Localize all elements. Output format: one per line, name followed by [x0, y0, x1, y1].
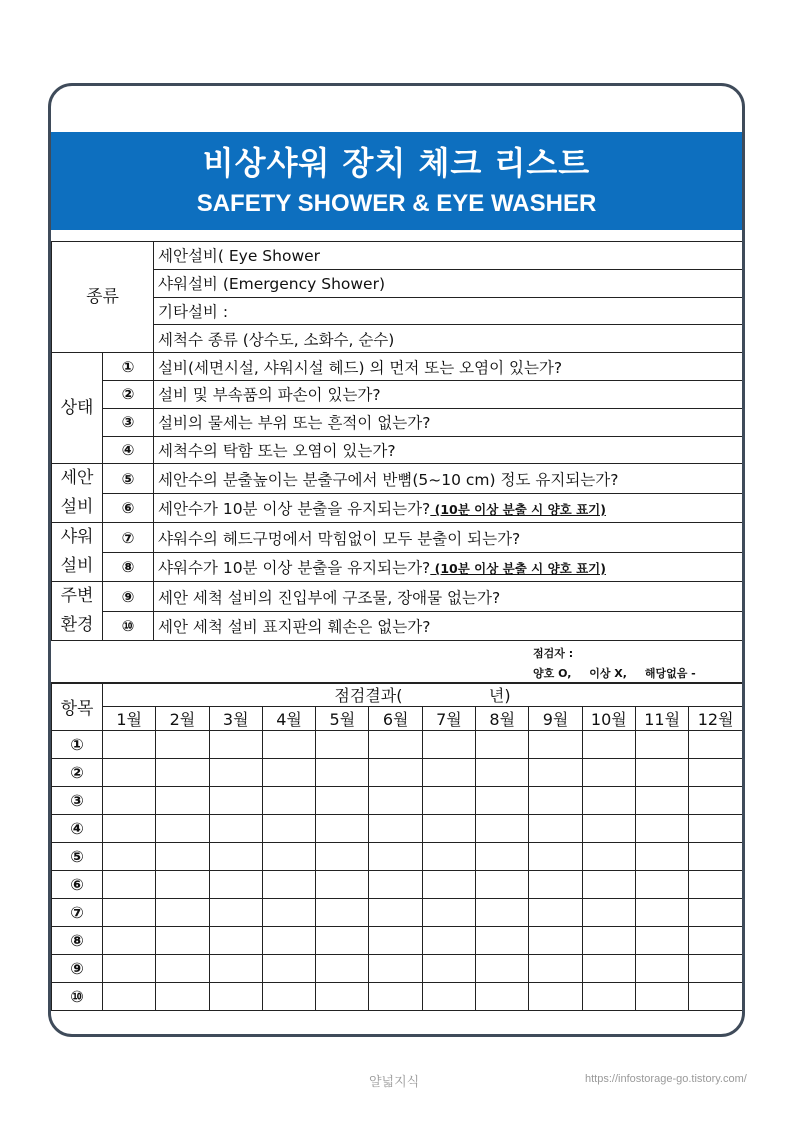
result-cell[interactable] [582, 815, 635, 843]
result-cell[interactable] [582, 759, 635, 787]
table-row [52, 843, 743, 871]
result-cell[interactable] [316, 983, 369, 1011]
result-cell[interactable] [156, 899, 209, 927]
result-cell[interactable] [529, 731, 582, 759]
table-row [52, 787, 743, 815]
legend-na: 해당없음 - [644, 667, 696, 680]
result-cell[interactable] [316, 787, 369, 815]
result-cell[interactable] [262, 983, 315, 1011]
result-cell[interactable] [476, 815, 529, 843]
result-cell[interactable] [103, 955, 156, 983]
row-number: ① [52, 731, 103, 759]
result-cell[interactable] [103, 759, 156, 787]
check-text: 세안 세척 설비 표지판의 훼손은 없는가? [154, 611, 743, 641]
result-cell[interactable] [103, 843, 156, 871]
result-cell[interactable] [369, 983, 422, 1011]
legend-good: 양호 O, [533, 667, 572, 680]
check-text: 세안수가 10분 이상 분출을 유지되는가? [158, 500, 431, 519]
result-cell[interactable] [529, 815, 582, 843]
result-cell[interactable] [582, 731, 635, 759]
result-cell[interactable] [476, 871, 529, 899]
check-text: 설비 및 부속품의 파손이 있는가? [154, 380, 743, 408]
category-shower-line1: 샤워 [60, 527, 94, 548]
result-cell[interactable] [316, 955, 369, 983]
result-cell[interactable] [156, 731, 209, 759]
result-cell[interactable] [635, 843, 688, 871]
month-header: 5월 [316, 707, 369, 731]
result-cell[interactable] [103, 983, 156, 1011]
result-cell[interactable] [635, 815, 688, 843]
result-legend [533, 665, 710, 681]
result-cell[interactable] [529, 983, 582, 1011]
result-cell[interactable] [422, 759, 475, 787]
table-row [52, 871, 743, 899]
title-english: SAFETY SHOWER & EYE WASHER [196, 190, 597, 217]
result-cell[interactable] [156, 787, 209, 815]
row-number: ⑥ [52, 871, 103, 899]
result-cell[interactable] [476, 899, 529, 927]
result-cell[interactable] [476, 787, 529, 815]
result-cell[interactable] [422, 927, 475, 955]
check-number: ⑨ [103, 582, 154, 612]
check-note: (10분 이상 분출 시 양호 표기) [430, 561, 606, 577]
table-row [52, 927, 743, 955]
month-header: 11월 [635, 707, 688, 731]
check-cell [154, 493, 743, 523]
check-number: ⑤ [103, 464, 154, 494]
footer-url: https://infostorage-go.tistory.com/ [585, 1073, 747, 1085]
result-cell[interactable] [582, 927, 635, 955]
table-row [52, 955, 743, 983]
check-number: ① [103, 353, 154, 381]
result-cell[interactable] [316, 759, 369, 787]
result-cell[interactable] [529, 927, 582, 955]
row-number: ⑨ [52, 955, 103, 983]
result-cell[interactable] [262, 759, 315, 787]
results-header: 점검결과( 년) [103, 683, 743, 707]
result-cell[interactable] [369, 815, 422, 843]
result-cell[interactable] [156, 815, 209, 843]
type-item: 기타설비 : [154, 297, 743, 325]
result-cell[interactable] [316, 731, 369, 759]
check-text: 세안수의 분출높이는 분출구에서 반뼘(5~10 cm) 정도 유지되는가? [154, 464, 743, 494]
result-cell[interactable] [209, 955, 262, 983]
result-cell[interactable] [103, 899, 156, 927]
result-cell[interactable] [103, 871, 156, 899]
check-number: ⑥ [103, 493, 154, 523]
month-header: 1월 [103, 707, 156, 731]
result-cell[interactable] [635, 871, 688, 899]
result-cell[interactable] [582, 955, 635, 983]
result-cell[interactable] [369, 787, 422, 815]
result-cell[interactable] [103, 731, 156, 759]
result-cell[interactable] [476, 843, 529, 871]
result-cell[interactable] [369, 843, 422, 871]
result-cell[interactable] [689, 983, 743, 1011]
result-cell[interactable] [156, 983, 209, 1011]
result-cell[interactable] [209, 731, 262, 759]
result-cell[interactable] [262, 955, 315, 983]
table-row [52, 899, 743, 927]
check-number: ② [103, 380, 154, 408]
result-cell[interactable] [209, 787, 262, 815]
result-cell[interactable] [262, 843, 315, 871]
result-cell[interactable] [635, 983, 688, 1011]
result-cell[interactable] [635, 787, 688, 815]
category-eyewash-line2: 설비 [60, 497, 94, 518]
check-text: 세안 세척 설비의 진입부에 구조물, 장애물 없는가? [154, 582, 743, 612]
check-number: ⑦ [103, 523, 154, 553]
result-cell[interactable] [422, 983, 475, 1011]
category-eyewash [52, 464, 103, 523]
result-cell[interactable] [689, 955, 743, 983]
result-cell[interactable] [369, 759, 422, 787]
category-env-line1: 주변 [60, 586, 94, 607]
type-item: 세안설비( Eye Shower [154, 242, 743, 270]
month-header: 9월 [529, 707, 582, 731]
result-cell[interactable] [422, 843, 475, 871]
result-cell[interactable] [529, 843, 582, 871]
result-cell[interactable] [156, 843, 209, 871]
result-cell[interactable] [103, 787, 156, 815]
result-cell[interactable] [209, 899, 262, 927]
result-cell[interactable] [476, 731, 529, 759]
type-item: 세척수 종류 (상수도, 소화수, 순수) [154, 325, 743, 353]
legend-bad: 이상 X, [589, 667, 627, 680]
result-cell[interactable] [369, 955, 422, 983]
result-cell[interactable] [635, 731, 688, 759]
result-cell[interactable] [209, 983, 262, 1011]
footer-watermark: 얄넓지식 [369, 1075, 420, 1090]
result-cell[interactable] [103, 815, 156, 843]
category-env-line2: 환경 [60, 615, 94, 636]
result-cell[interactable] [689, 731, 743, 759]
type-item: 샤워설비 (Emergency Shower) [154, 269, 743, 297]
result-cell[interactable] [209, 843, 262, 871]
result-cell[interactable] [689, 759, 743, 787]
result-cell[interactable] [209, 927, 262, 955]
result-cell[interactable] [422, 787, 475, 815]
category-shower [52, 523, 103, 582]
checklist-frame [48, 83, 745, 1037]
inspector-info [51, 635, 742, 684]
result-cell[interactable] [316, 899, 369, 927]
table-row [52, 983, 743, 1011]
result-cell[interactable] [103, 927, 156, 955]
result-cell[interactable] [689, 927, 743, 955]
result-cell[interactable] [156, 927, 209, 955]
result-cell[interactable] [422, 955, 475, 983]
result-cell[interactable] [635, 899, 688, 927]
result-cell[interactable] [422, 731, 475, 759]
month-header: 12월 [689, 707, 743, 731]
result-cell[interactable] [635, 927, 688, 955]
type-label: 종류 [52, 242, 154, 353]
month-header: 6월 [369, 707, 422, 731]
result-cell[interactable] [422, 899, 475, 927]
result-cell[interactable] [316, 927, 369, 955]
check-number: ④ [103, 436, 154, 464]
result-cell[interactable] [476, 983, 529, 1011]
category-state: 상태 [52, 353, 103, 464]
result-cell[interactable] [369, 731, 422, 759]
title-korean: 비상샤워 장치 체크 리스트 [202, 144, 591, 182]
result-cell[interactable] [316, 871, 369, 899]
check-text: 설비(세면시설, 샤워시설 헤드) 의 먼저 또는 오염이 있는가? [154, 353, 743, 381]
row-number: ⑦ [52, 899, 103, 927]
result-cell[interactable] [209, 759, 262, 787]
result-cell[interactable] [369, 899, 422, 927]
row-number: ④ [52, 815, 103, 843]
result-cell[interactable] [156, 955, 209, 983]
check-text: 샤워수의 헤드구멍에서 막힘없이 모두 분출이 되는가? [154, 523, 743, 553]
result-cell[interactable] [262, 927, 315, 955]
result-cell[interactable] [689, 787, 743, 815]
check-cell [154, 552, 743, 582]
result-cell[interactable] [156, 871, 209, 899]
result-cell[interactable] [582, 871, 635, 899]
results-table [51, 682, 743, 1011]
result-cell[interactable] [529, 787, 582, 815]
row-number: ⑧ [52, 927, 103, 955]
check-text: 설비의 물세는 부위 또는 흔적이 없는가? [154, 408, 743, 436]
row-number: ② [52, 759, 103, 787]
month-header: 2월 [156, 707, 209, 731]
result-cell[interactable] [689, 843, 743, 871]
table-row [52, 815, 743, 843]
month-header: 3월 [209, 707, 262, 731]
table-row [52, 731, 743, 759]
check-text: 샤워수가 10분 이상 분출을 유지되는가? [158, 559, 431, 578]
result-cell[interactable] [635, 955, 688, 983]
result-cell[interactable] [316, 815, 369, 843]
result-cell[interactable] [582, 983, 635, 1011]
result-cell[interactable] [262, 899, 315, 927]
category-eyewash-line1: 세안 [60, 468, 94, 489]
check-number: ⑩ [103, 611, 154, 641]
month-header: 10월 [582, 707, 635, 731]
check-number: ③ [103, 408, 154, 436]
result-cell[interactable] [689, 899, 743, 927]
title-banner [51, 132, 742, 230]
result-cell[interactable] [156, 759, 209, 787]
check-note: (10분 이상 분출 시 양호 표기) [430, 502, 606, 518]
month-header: 4월 [262, 707, 315, 731]
month-header: 7월 [422, 707, 475, 731]
result-cell[interactable] [209, 871, 262, 899]
result-cell[interactable] [369, 927, 422, 955]
result-cell[interactable] [689, 815, 743, 843]
table-row [52, 759, 743, 787]
result-cell[interactable] [529, 759, 582, 787]
result-cell[interactable] [262, 871, 315, 899]
check-number: ⑧ [103, 552, 154, 582]
result-cell[interactable] [689, 871, 743, 899]
item-header: 항목 [52, 683, 103, 731]
result-cell[interactable] [422, 871, 475, 899]
result-cell[interactable] [476, 927, 529, 955]
result-cell[interactable] [209, 815, 262, 843]
result-cell[interactable] [582, 843, 635, 871]
result-cell[interactable] [582, 899, 635, 927]
result-cell[interactable] [316, 843, 369, 871]
row-number: ⑤ [52, 843, 103, 871]
row-number: ⑩ [52, 983, 103, 1011]
check-text: 세척수의 탁함 또는 오염이 있는가? [154, 436, 743, 464]
inspector-label: 점검자 : [533, 647, 574, 660]
result-cell[interactable] [422, 815, 475, 843]
result-cell[interactable] [476, 759, 529, 787]
result-cell[interactable] [529, 955, 582, 983]
check-items-table [51, 241, 743, 641]
result-cell[interactable] [635, 759, 688, 787]
result-cell[interactable] [529, 871, 582, 899]
month-header: 8월 [476, 707, 529, 731]
result-cell[interactable] [529, 899, 582, 927]
result-cell[interactable] [582, 787, 635, 815]
result-cell[interactable] [369, 871, 422, 899]
row-number: ③ [52, 787, 103, 815]
category-environment [52, 582, 103, 641]
result-cell[interactable] [262, 731, 315, 759]
result-cell[interactable] [262, 787, 315, 815]
result-cell[interactable] [262, 815, 315, 843]
category-shower-line2: 설비 [60, 556, 94, 577]
result-cell[interactable] [476, 955, 529, 983]
